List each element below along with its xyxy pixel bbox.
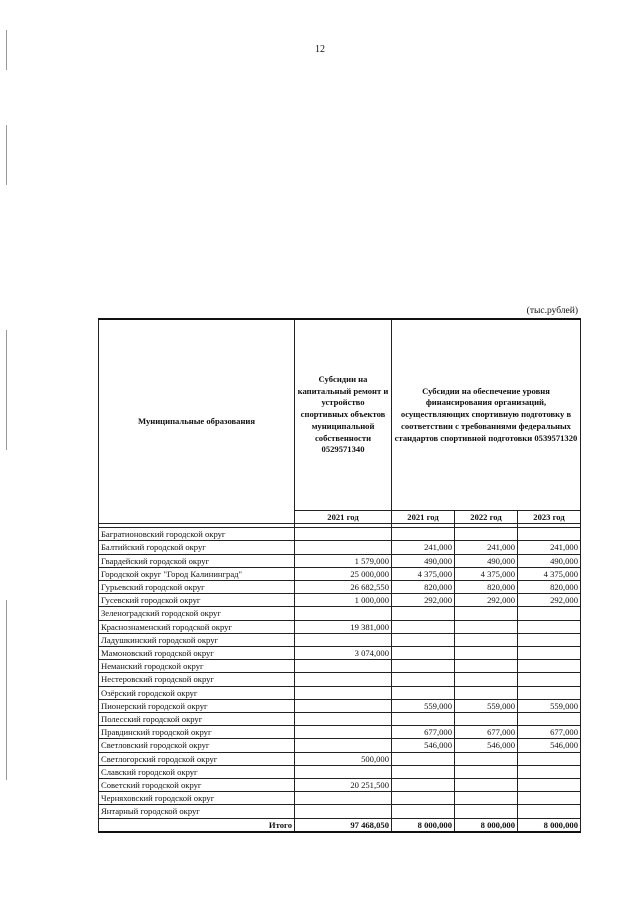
header-municipal: Муниципальные образования xyxy=(99,319,295,524)
amount-cell: 677,000 xyxy=(455,726,518,739)
amount-cell xyxy=(295,699,392,712)
amount-cell: 1 000,000 xyxy=(295,594,392,607)
header-sport-subsidy: Субсидии на обеспечение уровня финансирования организаций, осуществляющих спортивную подготовку в соответствии с требованиями федеральных стандартов спортивной подготовки 0539571320 xyxy=(392,319,581,511)
amount-cell xyxy=(518,673,581,686)
table-row xyxy=(99,779,581,792)
amount-cell xyxy=(455,779,518,792)
table-row xyxy=(99,699,581,712)
amount-cell xyxy=(392,686,455,699)
amount-cell: 292,000 xyxy=(518,594,581,607)
municipality-name: Славский городской округ xyxy=(99,765,295,778)
page-number: 12 xyxy=(315,44,325,55)
municipality-name: Багратионовский городской округ xyxy=(99,528,295,541)
amount-cell xyxy=(295,739,392,752)
amount-cell xyxy=(455,752,518,765)
table-row xyxy=(99,739,581,752)
amount-cell: 4 375,000 xyxy=(455,567,518,580)
municipality-name: Пионерский городской округ xyxy=(99,699,295,712)
table-row xyxy=(99,594,581,607)
table-row xyxy=(99,541,581,554)
amount-cell: 241,000 xyxy=(518,541,581,554)
table-row xyxy=(99,633,581,646)
amount-cell: 820,000 xyxy=(518,581,581,594)
table-row xyxy=(99,607,581,620)
amount-cell xyxy=(295,607,392,620)
amount-cell xyxy=(455,528,518,541)
municipality-name: Советский городской округ xyxy=(99,779,295,792)
amount-cell xyxy=(518,686,581,699)
amount-cell xyxy=(455,805,518,818)
amount-cell: 490,000 xyxy=(392,554,455,567)
amount-cell: 559,000 xyxy=(518,699,581,712)
amount-cell xyxy=(295,792,392,805)
header-year-2022: 2022 год xyxy=(455,511,518,524)
amount-cell: 500,000 xyxy=(295,752,392,765)
table-row xyxy=(99,726,581,739)
header-year-2023: 2023 год xyxy=(518,511,581,524)
amount-cell: 820,000 xyxy=(455,581,518,594)
amount-cell: 3 074,000 xyxy=(295,647,392,660)
municipality-name: Ладушкинский городской округ xyxy=(99,633,295,646)
units-note: (тыс.рублей) xyxy=(526,306,578,316)
amount-cell xyxy=(518,528,581,541)
amount-cell: 25 000,000 xyxy=(295,567,392,580)
table-row xyxy=(99,752,581,765)
total-value: 8 000,000 xyxy=(392,818,455,832)
table-row xyxy=(99,647,581,660)
table-row xyxy=(99,805,581,818)
amount-cell xyxy=(392,607,455,620)
amount-cell: 20 251,500 xyxy=(295,779,392,792)
municipality-name: Янтарный городской округ xyxy=(99,805,295,818)
header-year-2021: 2021 год xyxy=(392,511,455,524)
amount-cell xyxy=(518,805,581,818)
municipality-name: Полесский городской округ xyxy=(99,713,295,726)
municipality-name: Светлогорский городской округ xyxy=(99,752,295,765)
scan-edge-mark xyxy=(6,125,7,185)
amount-cell xyxy=(455,607,518,620)
amount-cell xyxy=(392,620,455,633)
amount-cell xyxy=(295,713,392,726)
amount-cell: 292,000 xyxy=(455,594,518,607)
amount-cell xyxy=(455,647,518,660)
amount-cell xyxy=(295,686,392,699)
subsidy-table xyxy=(98,318,581,833)
table-row xyxy=(99,620,581,633)
amount-cell xyxy=(518,620,581,633)
amount-cell xyxy=(295,673,392,686)
amount-cell: 490,000 xyxy=(455,554,518,567)
amount-cell xyxy=(295,528,392,541)
total-label: Итого xyxy=(99,818,295,832)
amount-cell xyxy=(392,805,455,818)
municipality-name: Гусевский городской округ xyxy=(99,594,295,607)
amount-cell: 490,000 xyxy=(518,554,581,567)
amount-cell xyxy=(455,713,518,726)
table-row xyxy=(99,528,581,541)
amount-cell: 559,000 xyxy=(392,699,455,712)
amount-cell xyxy=(518,765,581,778)
amount-cell: 559,000 xyxy=(455,699,518,712)
scan-edge-mark xyxy=(6,600,7,780)
amount-cell: 241,000 xyxy=(392,541,455,554)
amount-cell xyxy=(295,805,392,818)
amount-cell xyxy=(392,792,455,805)
amount-cell xyxy=(392,713,455,726)
amount-cell xyxy=(455,673,518,686)
amount-cell: 19 381,000 xyxy=(295,620,392,633)
table-row xyxy=(99,660,581,673)
amount-cell xyxy=(455,686,518,699)
municipality-name: Зеленоградский городской округ xyxy=(99,607,295,620)
municipality-name: Балтийский городской округ xyxy=(99,541,295,554)
table-row xyxy=(99,713,581,726)
amount-cell xyxy=(295,660,392,673)
amount-cell: 26 682,550 xyxy=(295,581,392,594)
amount-cell xyxy=(518,660,581,673)
table-row xyxy=(99,581,581,594)
amount-cell xyxy=(392,660,455,673)
amount-cell xyxy=(455,765,518,778)
amount-cell xyxy=(455,660,518,673)
amount-cell xyxy=(518,713,581,726)
amount-cell xyxy=(518,607,581,620)
municipality-name: Мамоновский городской округ xyxy=(99,647,295,660)
amount-cell xyxy=(518,752,581,765)
header-year-capital-2021: 2021 год xyxy=(295,511,392,524)
scan-edge-mark xyxy=(6,30,7,70)
table-row xyxy=(99,686,581,699)
total-value: 97 468,050 xyxy=(295,818,392,832)
amount-cell xyxy=(518,647,581,660)
municipality-name: Гурьевский городской округ xyxy=(99,581,295,594)
amount-cell: 4 375,000 xyxy=(392,567,455,580)
amount-cell: 546,000 xyxy=(518,739,581,752)
amount-cell: 546,000 xyxy=(392,739,455,752)
amount-cell xyxy=(295,541,392,554)
table-body xyxy=(99,528,581,818)
header-capital-subsidy: Субсидии на капитальный ремонт и устройство спортивных объектов муниципальной собственности 0529571340 xyxy=(295,319,392,511)
amount-cell xyxy=(392,765,455,778)
municipality-name: Краснознаменский городской округ xyxy=(99,620,295,633)
amount-cell xyxy=(392,633,455,646)
amount-cell xyxy=(518,633,581,646)
table-row xyxy=(99,673,581,686)
amount-cell: 241,000 xyxy=(455,541,518,554)
amount-cell xyxy=(295,765,392,778)
municipality-name: Неманский городской округ xyxy=(99,660,295,673)
municipality-name: Светловский городской округ xyxy=(99,739,295,752)
municipality-name: Нестеровский городской округ xyxy=(99,673,295,686)
amount-cell: 677,000 xyxy=(392,726,455,739)
table-row xyxy=(99,792,581,805)
amount-cell xyxy=(295,633,392,646)
table-row xyxy=(99,765,581,778)
scan-edge-mark xyxy=(6,330,7,450)
table-row xyxy=(99,554,581,567)
amount-cell xyxy=(455,633,518,646)
amount-cell xyxy=(455,620,518,633)
amount-cell: 820,000 xyxy=(392,581,455,594)
total-value: 8 000,000 xyxy=(455,818,518,832)
amount-cell: 4 375,000 xyxy=(518,567,581,580)
amount-cell: 292,000 xyxy=(392,594,455,607)
table-row xyxy=(99,567,581,580)
total-value: 8 000,000 xyxy=(518,818,581,832)
municipality-name: Озёрский городской округ xyxy=(99,686,295,699)
municipality-name: Черняховский городской округ xyxy=(99,792,295,805)
amount-cell xyxy=(392,752,455,765)
municipality-name: Городской округ "Город Калининград" xyxy=(99,567,295,580)
amount-cell xyxy=(392,779,455,792)
amount-cell xyxy=(392,673,455,686)
amount-cell xyxy=(518,779,581,792)
amount-cell xyxy=(295,726,392,739)
total-row xyxy=(99,818,581,832)
municipality-name: Правдинский городской округ xyxy=(99,726,295,739)
amount-cell xyxy=(518,792,581,805)
municipality-name: Гвардейский городской округ xyxy=(99,554,295,567)
amount-cell: 677,000 xyxy=(518,726,581,739)
amount-cell xyxy=(455,792,518,805)
amount-cell xyxy=(392,647,455,660)
amount-cell: 546,000 xyxy=(455,739,518,752)
amount-cell xyxy=(392,528,455,541)
amount-cell: 1 579,000 xyxy=(295,554,392,567)
